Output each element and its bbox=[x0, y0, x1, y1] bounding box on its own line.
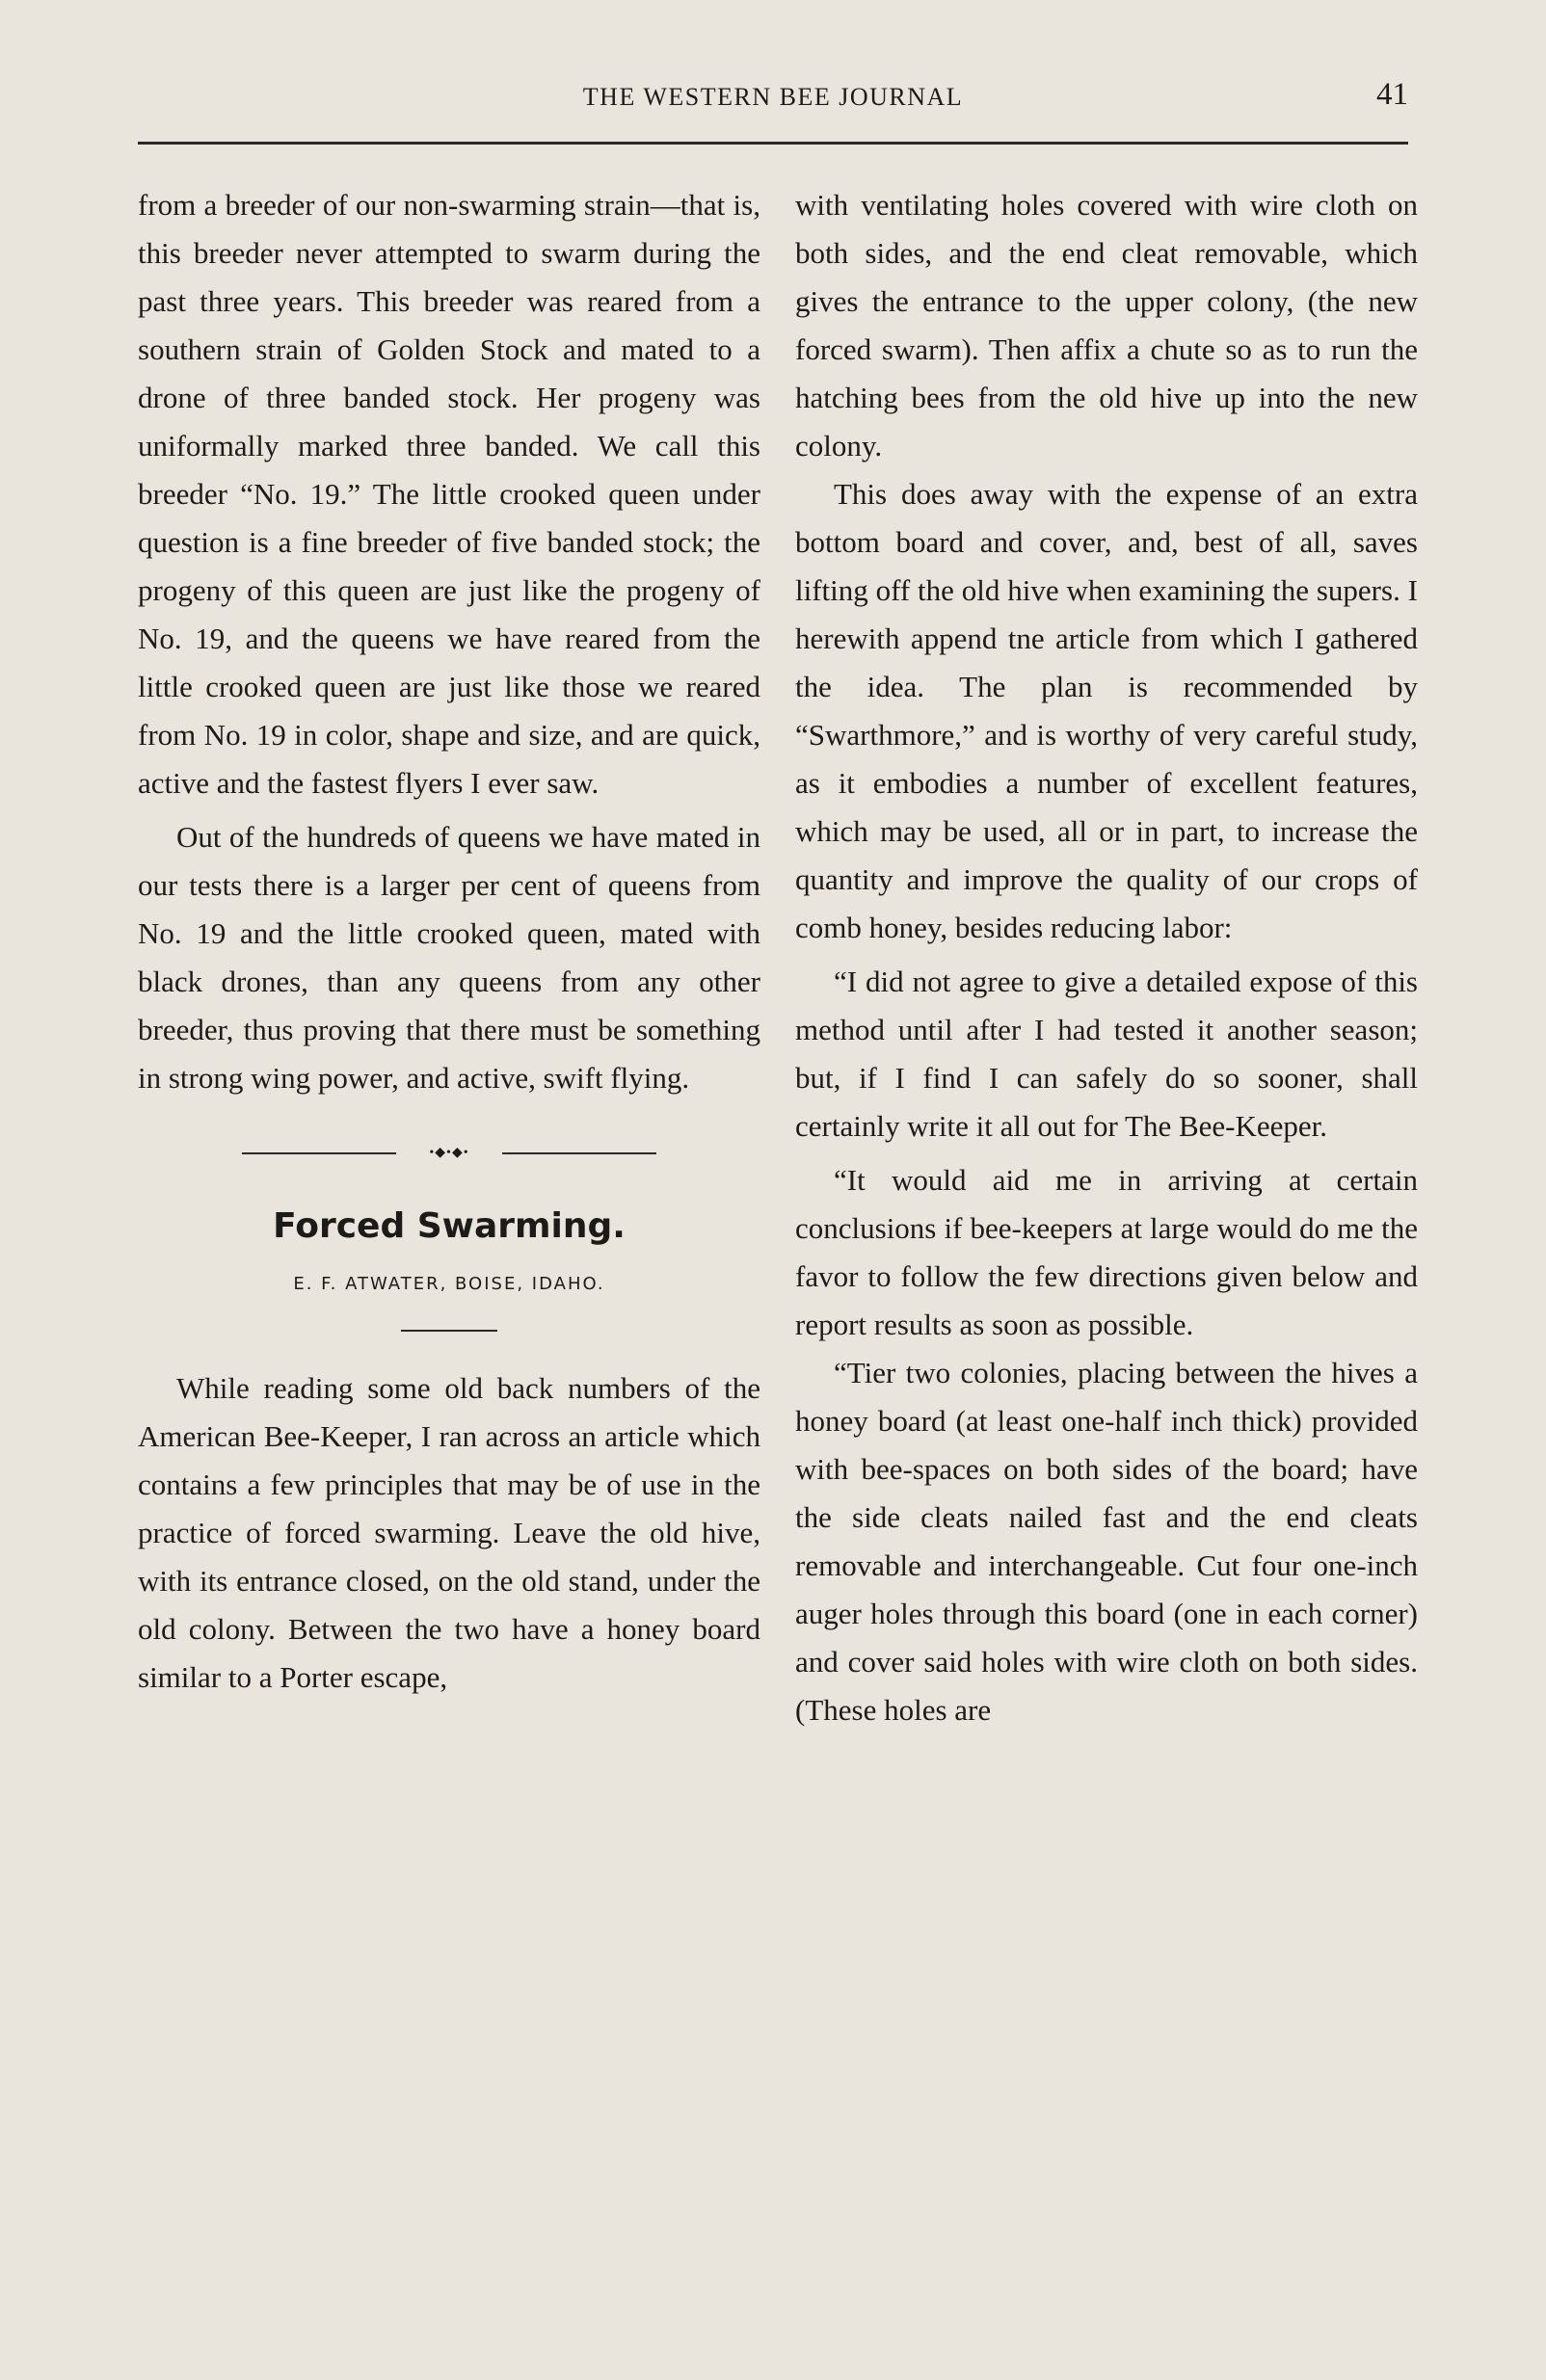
paragraph: “I did not agree to give a detailed expose of this method until after I had tested it another season; but, if I find I can safely do so sooner, shall certainly write it all out for The Bee-Keeper. bbox=[795, 965, 1418, 1143]
right-column bbox=[795, 181, 1418, 1734]
paragraph: with ventilating holes covered with wire cloth on both sides, and the end cleat removable, which gives the entrance to the upper colony, (the new forced swarm). Then affix a chute so as to run the hatching bees from the old hive up into the new colony. bbox=[795, 188, 1418, 463]
paragraph: This does away with the expense of an extra bottom board and cover, and, best of all, saves lifting off the old hive when examining the supers. I herewith append tne article from which I gathered the idea. The plan is recommended by “Swarthmore,” and is worthy of very careful study, as it embodies a number of excellent features, which may be used, all or in part, to increase the quantity and improve the quality of our crops of comb honey, besides reducing labor: bbox=[795, 477, 1418, 944]
running-head bbox=[138, 77, 1408, 116]
journal-title: THE WESTERN BEE JOURNAL bbox=[582, 83, 964, 111]
article-title: Forced Swarming. bbox=[273, 1206, 626, 1246]
paragraph: Out of the hundreds of queens we have mated in our tests there is a larger per cent of queens from No. 19 and the little crooked queen, mated with black drones, than any queens from any other breeder, thus proving that there must be something in strong wing power, and active, swift flying. bbox=[138, 820, 760, 1095]
paragraph: While reading some old back numbers of the American Bee-Keeper, I ran across an article which contains a few principles that may be of use in the practice of forced swarming. Leave the old hive, with its entrance closed, on the old stand, under the old colony. Between the two have a honey board similar to a Porter escape, bbox=[138, 1371, 760, 1694]
byline-rule bbox=[401, 1330, 497, 1332]
paragraph: “Tier two colonies, placing between the hives a honey board (at least one-half inch thick) provided with bee-spaces on both sides of the board; have the side cleats nailed fast and the end cleats removable and interchangeable. Cut four one-inch auger holes through this board (one in each corner) and cover said holes with wire cloth on both sides. (These holes are bbox=[795, 1356, 1418, 1727]
section-divider-ornament bbox=[242, 1147, 656, 1160]
left-column bbox=[138, 181, 760, 1702]
divider-mark: •◆•◆• bbox=[396, 1147, 502, 1160]
paragraph: “It would aid me in arriving at certain conclusions if bee-keepers at large would do me the favor to follow the few directions given below and report results as soon as possible. bbox=[795, 1163, 1418, 1341]
article-byline: E. F. ATWATER, BOISE, IDAHO. bbox=[293, 1274, 605, 1294]
page-number: 41 bbox=[1376, 77, 1408, 112]
paragraph: from a breeder of our non-swarming strain—that is, this breeder never attempted to swarm during the past three years. This breeder was reared from a southern strain of Golden Stock and mated to a drone of three banded stock. Her progeny was uniformally marked three banded. We call this breeder “No. 19.” The little crooked queen under question is a fine breeder of five banded stock; the progeny of this queen are just like the progeny of No. 19, and the queens we have reared from the little crooked queen are just like those we reared from No. 19 in color, shape and size, and are quick, active and the fastest flyers I ever saw. bbox=[138, 188, 760, 800]
header-rule bbox=[138, 142, 1408, 145]
